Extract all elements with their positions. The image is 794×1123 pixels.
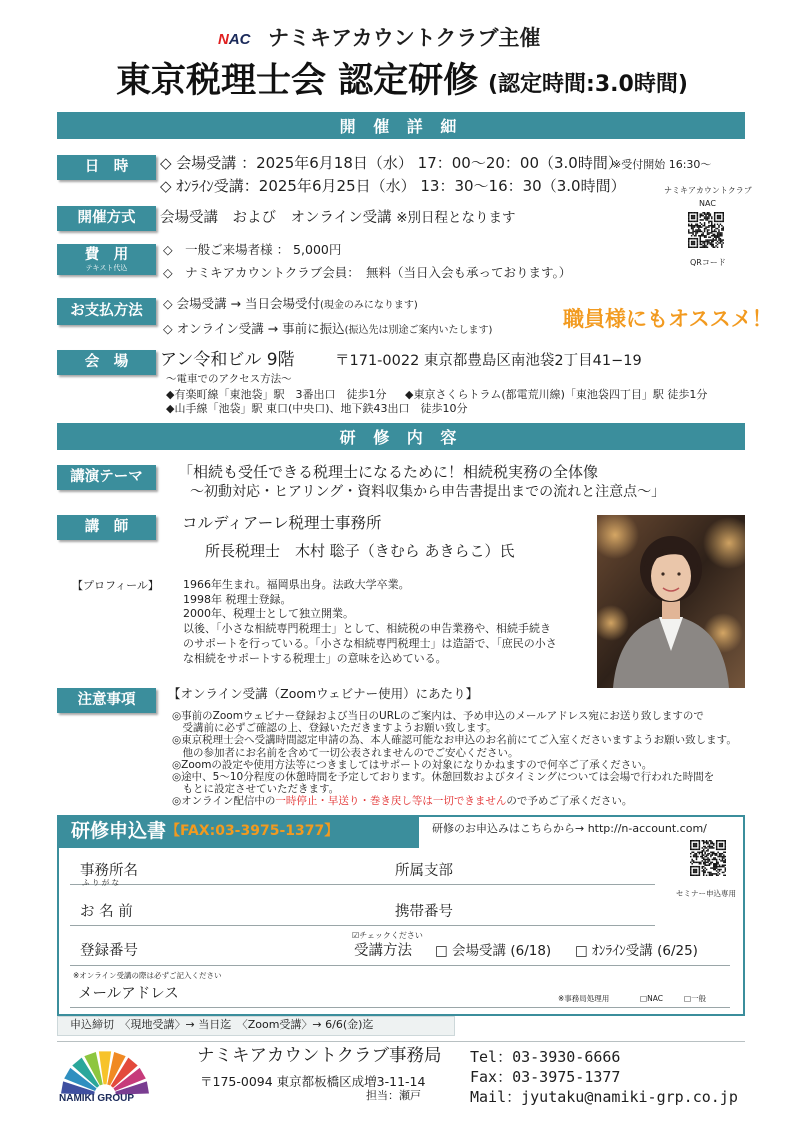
method-option-venue: □ 会場受講 (6/18) (435, 943, 552, 959)
field-mobile-line (385, 925, 655, 926)
notes-heading: 【オンライン受講（Zoomウェビナー使用）にあたり】 (168, 686, 479, 701)
office-use-label: ※事務局処理用 (558, 994, 610, 1003)
profile-line: 1966年生まれ。福岡県出身。法政大学卒業。 (183, 578, 410, 591)
notes-block (172, 710, 737, 808)
online-apply-link[interactable]: 研修のお申込みはこちらから→ http://n-account.com/ (432, 822, 707, 835)
form-qr-caption: セミナー申込専用 (676, 889, 736, 898)
label-notes: 注意事項 (57, 688, 156, 713)
note-line: ◎Zoomの設定や使用方法等につきましてはサポートの対象になりかねますので何卒ご了承ください。 (172, 758, 653, 771)
footer-tel: Tel：03-3930-6666 (470, 1048, 621, 1066)
qr-name-text: NAC (699, 199, 716, 208)
access-line: ◆有楽町線「東池袋」駅 3番出口 徒歩1分 (166, 388, 387, 401)
nac-logo-n: N (218, 31, 229, 48)
footer-fax: Fax：03-3975-1377 (470, 1068, 621, 1086)
payment-venue (163, 296, 418, 313)
format-main: 会場受講 および オンライン受講 (160, 210, 392, 226)
field-regno-label: 登録番号 (80, 943, 138, 959)
organizer-text: ナミキアカウントクラブ主催 (268, 26, 541, 50)
datetime-online: ◇ ｵﾝﾗｲﾝ受講：2025年6月25日（水） 13：30～16：30（3.0時間） (160, 177, 626, 195)
label-theme: 講演テーマ (57, 465, 156, 490)
profile-line: 1998年 税理士登録。 (183, 592, 292, 606)
access-line: ◆山手線「池袋」駅 東口(中央口)、地下鉄43出口 徒歩10分 (166, 402, 468, 415)
profile-line: 2000年、税理士として独立開業。 (183, 607, 354, 621)
note-line: ◎事前のZoomウェビナー登録および当日のURLのご案内は、予め申込のメールアドレス宛にお送り致しますので (172, 710, 704, 722)
field-regno-line (70, 965, 345, 966)
namiki-logo-fan (60, 1050, 150, 1095)
promo-text: 職員様にもオススメ！ (563, 306, 773, 331)
field-branch-label: 所属支部 (395, 863, 453, 879)
namiki-logo-text: NAMIKI GROUP (59, 1093, 134, 1104)
payment-online-main: ◇ オンライン受講 → 事前に振込 (163, 321, 345, 336)
datetime-venue-note: ※受付開始 16:30～ (612, 158, 712, 171)
field-method-label: 受講方法 (354, 943, 412, 959)
nac-logo-ac: AC (228, 31, 251, 48)
note-last-post: ので予めご了承ください。 (506, 795, 633, 808)
field-email-line (70, 1007, 730, 1008)
field-name-line (70, 925, 385, 926)
profile-label: 【プロフィール】 (72, 579, 159, 592)
label-fee-sub: テキスト代込 (85, 263, 128, 272)
field-email-label: メールアドレス (78, 986, 179, 1002)
page-title: 東京税理士会 認定研修 (116, 61, 479, 101)
note-line: 他の参加者にお名前を含めて一切公表されませんのでご安心ください。 (172, 746, 519, 759)
access-heading: ～電車でのアクセス方法～ (166, 373, 292, 385)
label-datetime: 日 時 (57, 155, 156, 180)
section-heading-content: 研 修 内 容 (57, 423, 745, 450)
footer-mail: Mail：jyutaku@namiki-grp.co.jp (470, 1088, 738, 1106)
datetime-venue: ◇ 会場受講 ：2025年6月18日（水） 17：00～20：00（3.0時間） (160, 154, 623, 172)
note-last-highlight: 一時停止・早送り・巻き戻し等は一切できません (275, 795, 507, 808)
payment-online (163, 321, 492, 338)
field-branch-line (385, 884, 655, 885)
access-line: ◆東京さくらトラム(都電荒川線)「東池袋四丁目」駅 徒歩1分 (405, 388, 708, 401)
note-last-pre: ◎オンライン配信中の (172, 795, 276, 808)
lecturer-name: 所長税理士 木村 聡子（きむら あきらこ）氏 (205, 542, 515, 560)
footer-address: 〒175-0094 東京都板橋区成増3-11-14 (200, 1074, 426, 1089)
form-title: 研修申込書 (71, 819, 167, 842)
profile-line: な相続をサポートする税理士」の意味を込めている。 (183, 651, 447, 665)
method-option-online: □ ｵﾝﾗｲﾝ受講 (6/25) (575, 943, 698, 959)
venue-address: 〒171-0022 東京都豊島区南池袋2丁目41−19 (335, 353, 642, 369)
field-office-label: 事務所名 (80, 863, 138, 879)
lecturer-office: コルディアーレ税理士事務所 (182, 514, 382, 532)
field-mobile-label: 携帯番号 (395, 904, 453, 920)
field-method-line (345, 965, 730, 966)
format-note: ※別日程となります (396, 210, 516, 226)
format-text (160, 209, 516, 227)
payment-online-note: (振込先は別途ご案内いたします) (344, 325, 493, 336)
office-use-nac: □NAC (640, 994, 663, 1003)
section-heading-details: 開 催 詳 細 (57, 112, 745, 139)
footer-org: ナミキアカウントクラブ事務局 (197, 1046, 442, 1066)
note-line: 受講前に必ずご確認の上、登録いただきますようお願い致します。 (172, 722, 497, 735)
form-qr-code-icon (690, 840, 726, 876)
venue-building: アン令和ビル 9階 (160, 350, 295, 370)
payment-venue-main: ◇ 会場受講 → 当日会場受付 (163, 296, 321, 311)
office-use-general: □一般 (684, 994, 707, 1003)
nac-logo (218, 31, 251, 50)
field-name-label: お 名 前 (80, 904, 133, 920)
footer-contact-person: 担当：瀬戸 (366, 1089, 421, 1102)
profile-block (183, 578, 557, 666)
form-fax: 【FAX:03-3975-1377】 (166, 822, 339, 839)
label-lecturer: 講 師 (57, 515, 156, 540)
fee-member: ◇ ナミキアカウントクラブ会員： 無料（当日入会も承っております。） (163, 265, 572, 280)
label-fee (57, 244, 156, 275)
profile-line: 以後、「小さな相続専門税理士」として、相続税の申告業務や、相続手続き (183, 622, 552, 636)
footer-divider (57, 1041, 745, 1042)
speaker-photo (597, 515, 745, 688)
theme-line1: 「相続も受任できる税理士になるために！相続税実務の全体像 (178, 463, 599, 481)
payment-venue-note: (現金のみになります) (320, 300, 418, 311)
note-line-last (172, 795, 737, 807)
qr-org-text: ナミキアカウントクラブ (664, 186, 752, 195)
label-fee-main: 費 用 (84, 247, 129, 264)
fee-general: ◇ 一般ご来場者様 ： 5,000円 (163, 242, 342, 257)
label-payment: お支払方法 (57, 298, 156, 325)
qr-caption: QRコード (690, 258, 726, 267)
note-line: ◎東京税理士会へ受講時間認定申請の為、本人確認可能なお申込のお名前にてご入室くださいますようお願い致します。 (172, 734, 737, 747)
field-furigana-label: ふ り が な (82, 878, 120, 887)
page-title-sub: (認定時間:3.0時間) (488, 72, 688, 97)
check-hint: ☑チェックください (352, 931, 423, 940)
label-venue: 会 場 (57, 350, 156, 375)
label-format: 開催方式 (57, 206, 156, 231)
profile-line: のサポートを行っている。「小さな相続専門税理士」は造語で、「庶民の小さ (183, 636, 557, 650)
email-note: ※オンライン受講の際は必ずご記入ください (73, 971, 222, 980)
deadline-text: 申込締切 〈現地受講〉→ 当日迄 〈Zoom受講〉→ 6/6(金)迄 (70, 1018, 374, 1031)
qr-code-icon (688, 212, 724, 248)
note-line: もとに設定させていただきます。 (172, 783, 340, 796)
form-title-tab (57, 815, 419, 848)
theme-line2: ～初動対応・ヒアリング・資料収集から申告書提出までの流れと注意点～」 (190, 484, 666, 500)
note-line: ◎途中、5～10分程度の休憩時間を予定しております。休憩回数およびタイミングについては会場で行われた時間を (172, 771, 715, 784)
